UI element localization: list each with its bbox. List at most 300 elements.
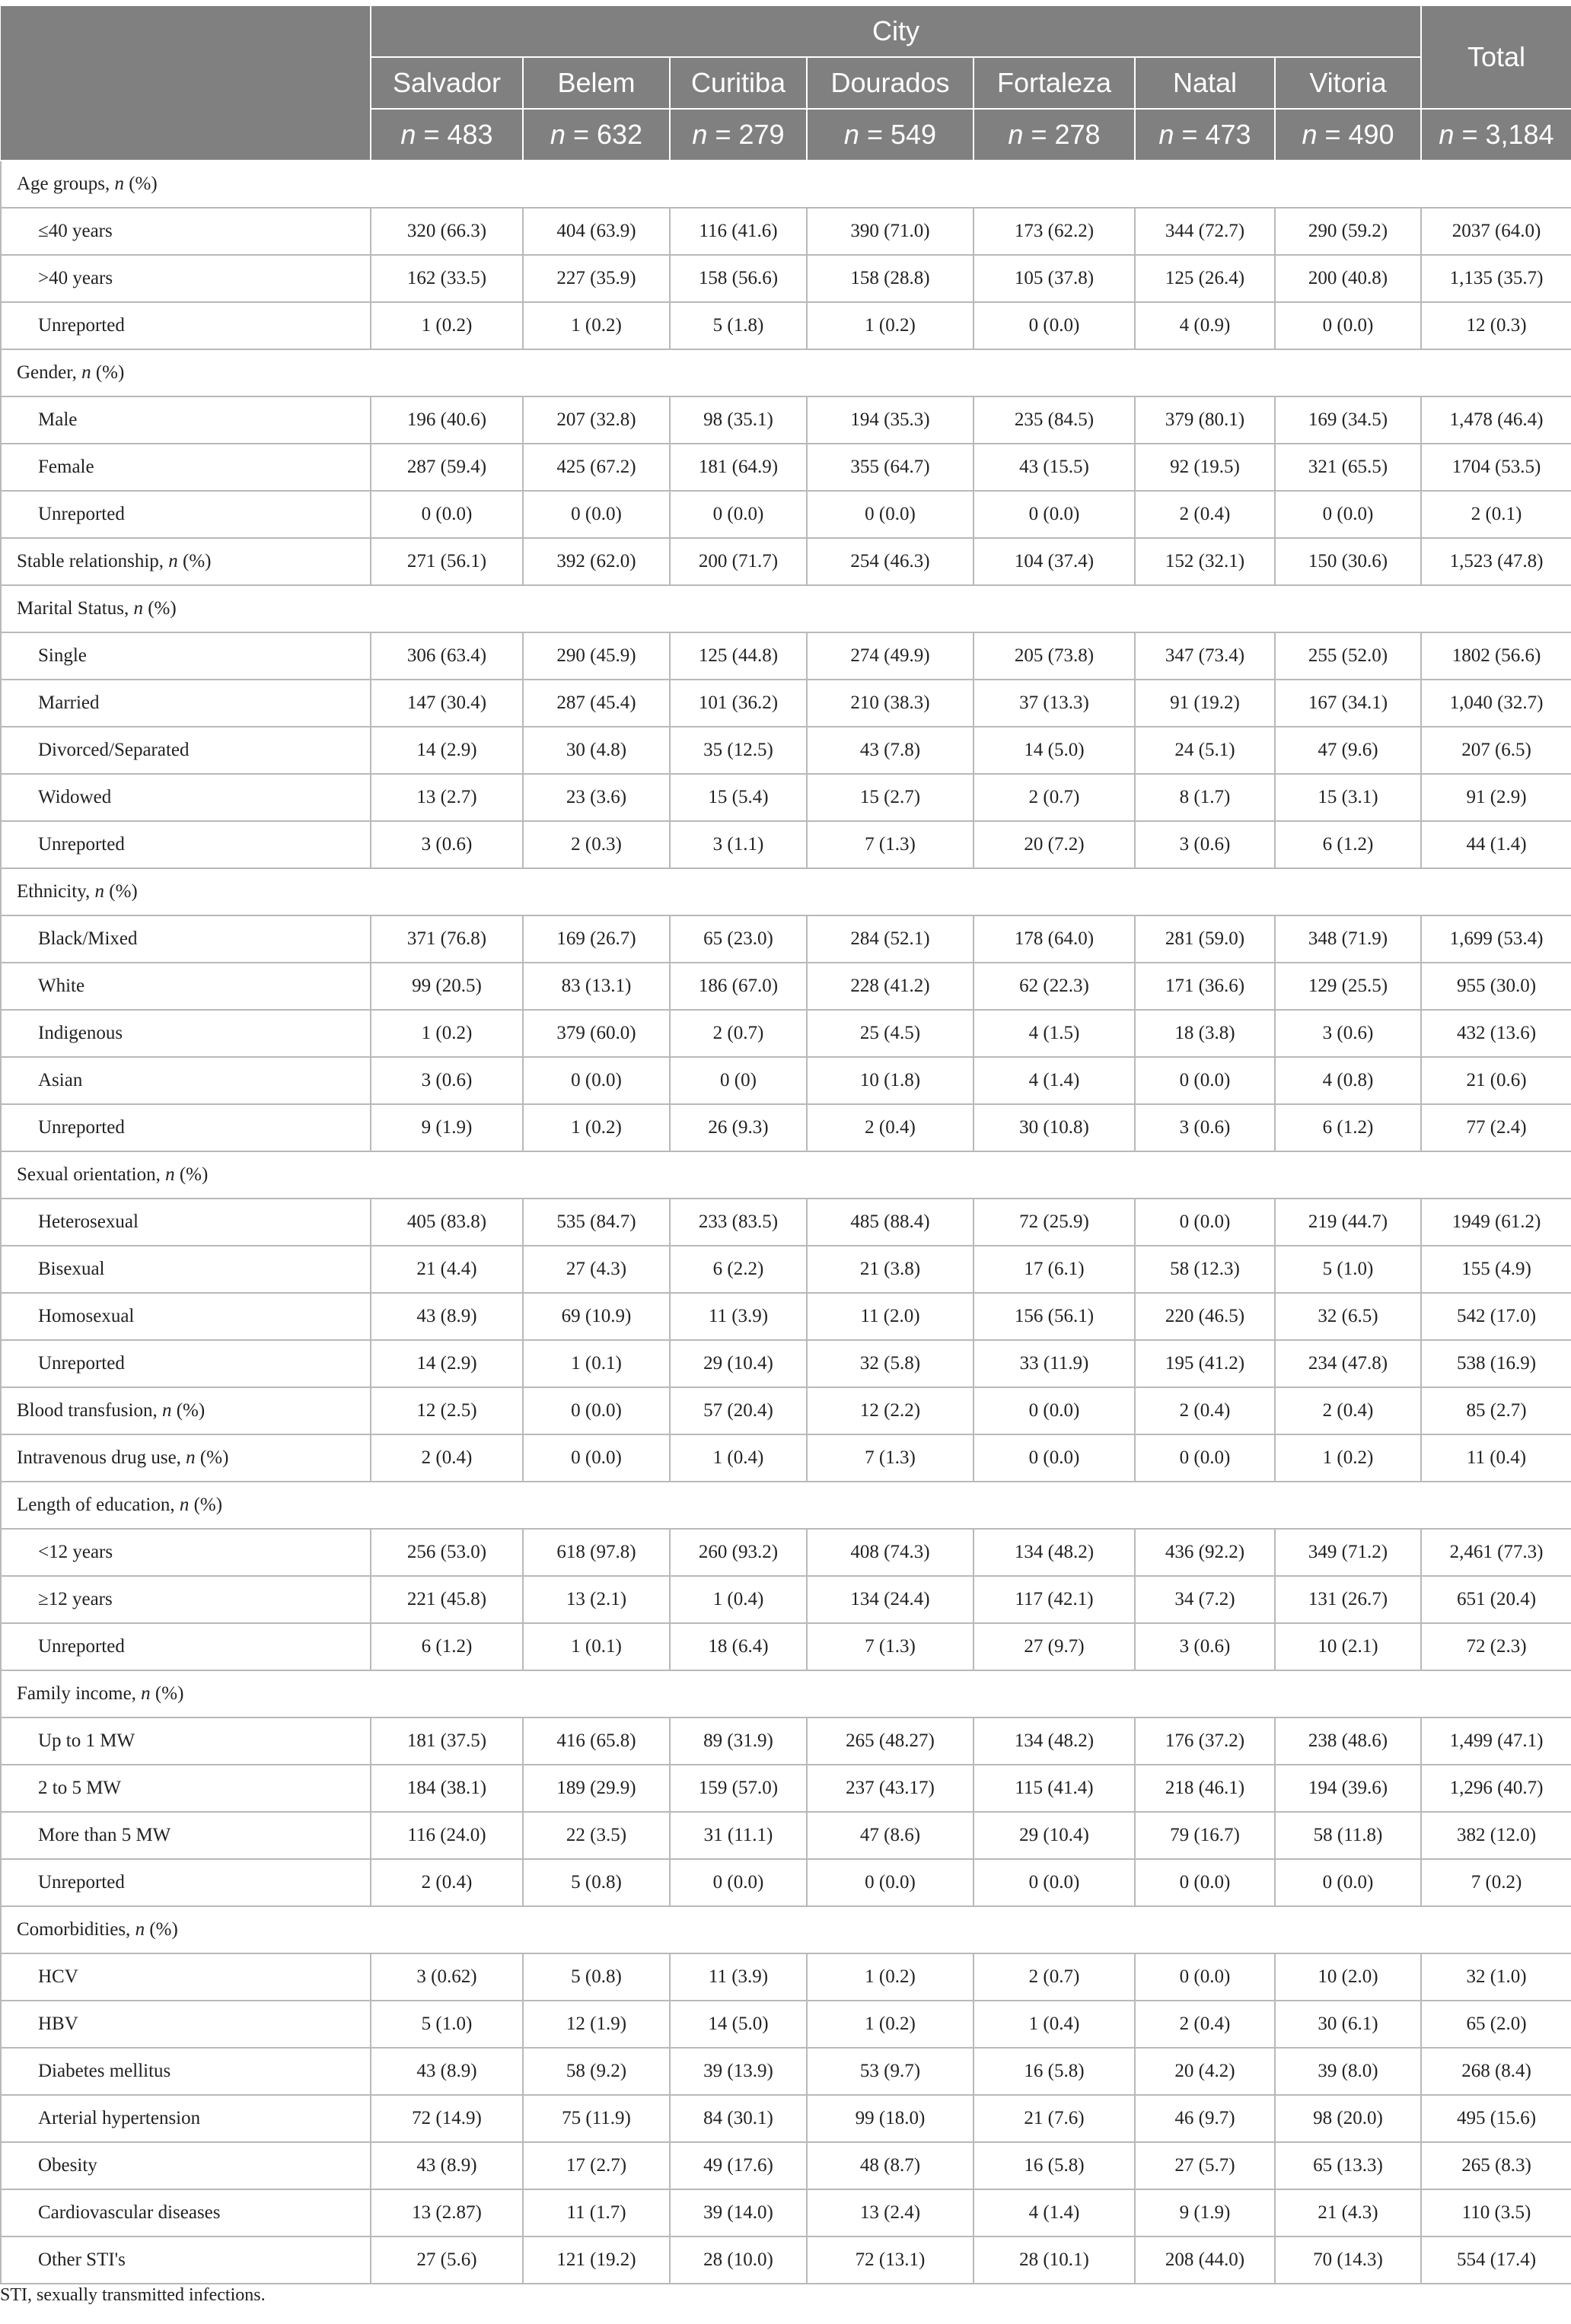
- row-label: [1, 585, 371, 632]
- n-value: = 473: [1181, 119, 1251, 150]
- header-group-row: [1, 5, 1571, 57]
- row-label: Diabetes mellitus: [1, 2048, 371, 2095]
- table-cell: 408 (74.3): [807, 1529, 974, 1576]
- row-label: Widowed: [1, 774, 371, 821]
- row-label: [1, 1482, 371, 1529]
- table-cell: 15 (3.1): [1275, 774, 1421, 821]
- section-fill: [371, 349, 1571, 396]
- table-cell: 62 (22.3): [974, 963, 1135, 1010]
- row-label-suffix: (%): [104, 881, 138, 902]
- n-value: = 549: [866, 119, 937, 150]
- table-cell: 0 (0.0): [974, 491, 1135, 538]
- row-label-text: Marital Status,: [17, 598, 134, 619]
- row-label: [1, 1434, 371, 1482]
- table-cell: 30 (4.8): [523, 727, 670, 774]
- table-cell: 0 (0.0): [1135, 1434, 1275, 1482]
- table-cell: 77 (2.4): [1421, 1104, 1571, 1151]
- demographics-table: [0, 5, 1571, 2284]
- table-cell: 347 (73.4): [1135, 632, 1275, 680]
- table-row: [1, 774, 1571, 821]
- n-symbol: n: [1158, 119, 1174, 150]
- table-cell: 371 (76.8): [371, 915, 523, 963]
- row-label-suffix: (%): [91, 362, 125, 383]
- row-label: Heterosexual: [1, 1199, 371, 1246]
- n-symbol: n: [400, 119, 416, 150]
- row-label-suffix: (%): [171, 1400, 206, 1421]
- row-label: Female: [1, 444, 371, 491]
- n-value: = 278: [1031, 119, 1101, 150]
- table-cell: 178 (64.0): [974, 915, 1135, 963]
- table-cell: 30 (10.8): [974, 1104, 1135, 1151]
- table-cell: 27 (9.7): [974, 1623, 1135, 1670]
- table-cell: 1 (0.1): [523, 1623, 670, 1670]
- row-label-text: Comorbidities,: [17, 1919, 135, 1940]
- table-cell: 91 (19.2): [1135, 680, 1275, 727]
- n-value: = 632: [572, 119, 643, 150]
- table-cell: 618 (97.8): [523, 1529, 670, 1576]
- table-cell: 219 (44.7): [1275, 1199, 1421, 1246]
- table-cell: 0 (0.0): [371, 491, 523, 538]
- table-row: [1, 538, 1571, 585]
- header-n-natal: [1135, 109, 1275, 161]
- table-cell: 72 (14.9): [371, 2095, 523, 2142]
- table-cell: 21 (3.8): [807, 1246, 974, 1293]
- table-cell: 12 (1.9): [523, 2001, 670, 2048]
- table-cell: 6 (2.2): [670, 1246, 807, 1293]
- table-cell: 10 (2.0): [1275, 1953, 1421, 2001]
- table-cell: 3 (0.6): [1135, 821, 1275, 868]
- table-cell: 4 (1.5): [974, 1010, 1135, 1057]
- table-cell: 43 (8.9): [371, 1293, 523, 1340]
- row-label-text: Stable relationship,: [17, 551, 169, 571]
- table-cell: 121 (19.2): [523, 2236, 670, 2284]
- row-label-n: n: [186, 1447, 196, 1468]
- table-cell: 195 (41.2): [1135, 1340, 1275, 1387]
- table-cell: 1 (0.2): [1275, 1434, 1421, 1482]
- header-col-natal: Natal: [1135, 57, 1275, 109]
- table-cell: 39 (13.9): [670, 2048, 807, 2095]
- table-cell: 256 (53.0): [371, 1529, 523, 1576]
- table-cell: 33 (11.9): [974, 1340, 1135, 1387]
- row-label-text: Ethnicity,: [17, 881, 95, 902]
- table-cell: 15 (5.4): [670, 774, 807, 821]
- table-cell: 12 (2.2): [807, 1387, 974, 1434]
- table-cell: 405 (83.8): [371, 1199, 523, 1246]
- row-label: HBV: [1, 2001, 371, 2048]
- table-cell: 290 (45.9): [523, 632, 670, 680]
- table-cell: 235 (84.5): [974, 396, 1135, 444]
- n-symbol: n: [1302, 119, 1318, 150]
- table-cell: 220 (46.5): [1135, 1293, 1275, 1340]
- table-cell: 134 (24.4): [807, 1576, 974, 1623]
- table-row: [1, 1859, 1571, 1906]
- table-cell: 169 (34.5): [1275, 396, 1421, 444]
- row-label: Male: [1, 396, 371, 444]
- table-cell: 26 (9.3): [670, 1104, 807, 1151]
- table-cell: 69 (10.9): [523, 1293, 670, 1340]
- table-cell: 194 (39.6): [1275, 1765, 1421, 1812]
- table-row: [1, 2142, 1571, 2189]
- header-col-belem: Belem: [523, 57, 670, 109]
- row-label-text: Intravenous drug use,: [17, 1447, 186, 1468]
- table-cell: 271 (56.1): [371, 538, 523, 585]
- row-label: [1, 1670, 371, 1718]
- table-cell: 12 (2.5): [371, 1387, 523, 1434]
- table-cell: 99 (18.0): [807, 2095, 974, 2142]
- header-n-total: [1421, 109, 1571, 161]
- table-cell: 162 (33.5): [371, 255, 523, 302]
- table-row: [1, 2001, 1571, 2048]
- table-cell: 4 (1.4): [974, 1057, 1135, 1104]
- table-cell: 0 (0.0): [523, 1057, 670, 1104]
- table-cell: 30 (6.1): [1275, 2001, 1421, 2048]
- row-label-suffix: (%): [177, 551, 212, 571]
- table-cell: 101 (36.2): [670, 680, 807, 727]
- section-row: [1, 349, 1571, 396]
- row-label: Unreported: [1, 1340, 371, 1387]
- section-fill: [371, 585, 1571, 632]
- table-row: [1, 1010, 1571, 1057]
- table-cell: 1 (0.1): [523, 1340, 670, 1387]
- table-cell: 344 (72.7): [1135, 208, 1275, 255]
- table-cell: 7 (1.3): [807, 821, 974, 868]
- n-symbol: n: [550, 119, 566, 150]
- table-row: [1, 963, 1571, 1010]
- table-cell: 17 (6.1): [974, 1246, 1135, 1293]
- table-cell: 27 (4.3): [523, 1246, 670, 1293]
- row-label-text: Age groups,: [17, 174, 115, 194]
- table-cell: 155 (4.9): [1421, 1246, 1571, 1293]
- table-cell: 189 (29.9): [523, 1765, 670, 1812]
- table-cell: 0 (0.0): [670, 491, 807, 538]
- table-cell: 0 (0.0): [1275, 1859, 1421, 1906]
- table-cell: 6 (1.2): [1275, 1104, 1421, 1151]
- table-cell: 1,478 (46.4): [1421, 396, 1571, 444]
- row-label: Indigenous: [1, 1010, 371, 1057]
- section-row: [1, 1670, 1571, 1718]
- table-cell: 0 (0.0): [1135, 1953, 1275, 2001]
- table-row: [1, 1529, 1571, 1576]
- table-cell: 171 (36.6): [1135, 963, 1275, 1010]
- table-cell: 1949 (61.2): [1421, 1199, 1571, 1246]
- table-cell: 72 (25.9): [974, 1199, 1135, 1246]
- table-cell: 9 (1.9): [371, 1104, 523, 1151]
- section-row: [1, 868, 1571, 915]
- table-row: [1, 1718, 1571, 1765]
- table-cell: 13 (2.87): [371, 2189, 523, 2236]
- row-label-n: n: [133, 598, 143, 619]
- table-cell: 47 (9.6): [1275, 727, 1421, 774]
- table-cell: 234 (47.8): [1275, 1340, 1421, 1387]
- table-cell: 320 (66.3): [371, 208, 523, 255]
- table-cell: 0 (0.0): [523, 1434, 670, 1482]
- table-cell: 46 (9.7): [1135, 2095, 1275, 2142]
- table-row: [1, 1812, 1571, 1859]
- section-row: [1, 161, 1571, 208]
- table-cell: 274 (49.9): [807, 632, 974, 680]
- n-value: = 3,184: [1461, 119, 1554, 150]
- table-row: [1, 208, 1571, 255]
- header-col-salvador: Salvador: [371, 57, 523, 109]
- row-label: Divorced/Separated: [1, 727, 371, 774]
- row-label-n: n: [135, 1919, 145, 1940]
- table-cell: 125 (26.4): [1135, 255, 1275, 302]
- table-cell: 432 (13.6): [1421, 1010, 1571, 1057]
- table-cell: 43 (15.5): [974, 444, 1135, 491]
- row-label: Obesity: [1, 2142, 371, 2189]
- table-cell: 15 (2.7): [807, 774, 974, 821]
- table-cell: 1 (0.2): [523, 302, 670, 349]
- table-cell: 65 (2.0): [1421, 2001, 1571, 2048]
- table-cell: 79 (16.7): [1135, 1812, 1275, 1859]
- header-n-salvador: [371, 109, 523, 161]
- table-row: [1, 1057, 1571, 1104]
- table-cell: 416 (65.8): [523, 1718, 670, 1765]
- section-fill: [371, 1151, 1571, 1199]
- header-n-curitiba: [670, 109, 807, 161]
- row-label-suffix: (%): [145, 1919, 178, 1940]
- section-row: [1, 1906, 1571, 1953]
- table-cell: 131 (26.7): [1275, 1576, 1421, 1623]
- table-cell: 1802 (56.6): [1421, 632, 1571, 680]
- row-label-suffix: (%): [150, 1683, 184, 1704]
- n-value: = 490: [1324, 119, 1394, 150]
- row-label: >40 years: [1, 255, 371, 302]
- table-cell: 0 (0.0): [1135, 1199, 1275, 1246]
- table-cell: 152 (32.1): [1135, 538, 1275, 585]
- header-n-belem: [523, 109, 670, 161]
- table-cell: 125 (44.8): [670, 632, 807, 680]
- table-row: [1, 1576, 1571, 1623]
- table-row: [1, 1340, 1571, 1387]
- table-cell: 4 (0.8): [1275, 1057, 1421, 1104]
- table-cell: 535 (84.7): [523, 1199, 670, 1246]
- table-cell: 0 (0): [670, 1057, 807, 1104]
- row-label-text: Family income,: [17, 1683, 142, 1704]
- table-cell: 255 (52.0): [1275, 632, 1421, 680]
- table-cell: 228 (41.2): [807, 963, 974, 1010]
- table-cell: 321 (65.5): [1275, 444, 1421, 491]
- table-cell: 129 (25.5): [1275, 963, 1421, 1010]
- table-cell: 542 (17.0): [1421, 1293, 1571, 1340]
- row-label: White: [1, 963, 371, 1010]
- table-cell: 348 (71.9): [1275, 915, 1421, 963]
- table-row: [1, 1199, 1571, 1246]
- table-cell: 28 (10.1): [974, 2236, 1135, 2284]
- table-footnote: STI, sexually transmitted infections.: [0, 2285, 266, 2305]
- table-cell: 0 (0.0): [974, 1859, 1135, 1906]
- row-label: HCV: [1, 1953, 371, 2001]
- table-cell: 3 (0.6): [371, 821, 523, 868]
- table-cell: 13 (2.1): [523, 1576, 670, 1623]
- table-cell: 238 (48.6): [1275, 1718, 1421, 1765]
- table-row: [1, 396, 1571, 444]
- row-label: Bisexual: [1, 1246, 371, 1293]
- table-cell: 0 (0.0): [523, 1387, 670, 1434]
- table-cell: 651 (20.4): [1421, 1576, 1571, 1623]
- header-n-dourados: [807, 109, 974, 161]
- row-label: [1, 1151, 371, 1199]
- table-cell: 117 (42.1): [974, 1576, 1135, 1623]
- row-label-n: n: [141, 1683, 151, 1704]
- table-cell: 10 (1.8): [807, 1057, 974, 1104]
- table-cell: 436 (92.2): [1135, 1529, 1275, 1576]
- table-cell: 116 (24.0): [371, 1812, 523, 1859]
- n-symbol: n: [1008, 119, 1024, 150]
- table-cell: 2 (0.4): [1135, 1387, 1275, 1434]
- table-cell: 200 (40.8): [1275, 255, 1421, 302]
- table-cell: 70 (14.3): [1275, 2236, 1421, 2284]
- table-cell: 2 (0.4): [1135, 491, 1275, 538]
- table-cell: 173 (62.2): [974, 208, 1135, 255]
- table-cell: 268 (8.4): [1421, 2048, 1571, 2095]
- n-symbol: n: [1439, 119, 1455, 150]
- row-label-n: n: [81, 362, 91, 383]
- table-cell: 0 (0.0): [807, 491, 974, 538]
- row-label-text: Length of education,: [17, 1495, 180, 1515]
- table-cell: 53 (9.7): [807, 2048, 974, 2095]
- table-cell: 147 (30.4): [371, 680, 523, 727]
- row-label-suffix: (%): [174, 1164, 209, 1185]
- section-fill: [371, 1906, 1571, 1953]
- table-row: [1, 255, 1571, 302]
- table-cell: 0 (0.0): [1135, 1859, 1275, 1906]
- row-label: Unreported: [1, 821, 371, 868]
- table-cell: 281 (59.0): [1135, 915, 1275, 963]
- table-cell: 2037 (64.0): [1421, 208, 1571, 255]
- table-row: [1, 444, 1571, 491]
- table-cell: 404 (63.9): [523, 208, 670, 255]
- table-cell: 37 (13.3): [974, 680, 1135, 727]
- table-cell: 31 (11.1): [670, 1812, 807, 1859]
- table-cell: 1,699 (53.4): [1421, 915, 1571, 963]
- table-cell: 85 (2.7): [1421, 1387, 1571, 1434]
- table-cell: 16 (5.8): [974, 2048, 1135, 2095]
- table-cell: 390 (71.0): [807, 208, 974, 255]
- table-cell: 105 (37.8): [974, 255, 1135, 302]
- table-cell: 110 (3.5): [1421, 2189, 1571, 2236]
- table-cell: 265 (8.3): [1421, 2142, 1571, 2189]
- table-cell: 1,296 (40.7): [1421, 1765, 1571, 1812]
- table-cell: 0 (0.0): [974, 302, 1135, 349]
- table-cell: 233 (83.5): [670, 1199, 807, 1246]
- table-cell: 425 (67.2): [523, 444, 670, 491]
- table-cell: 554 (17.4): [1421, 2236, 1571, 2284]
- row-label-suffix: (%): [195, 1447, 229, 1468]
- table-cell: 176 (37.2): [1135, 1718, 1275, 1765]
- row-label: More than 5 MW: [1, 1812, 371, 1859]
- table-cell: 10 (2.1): [1275, 1623, 1421, 1670]
- table-cell: 1 (0.2): [523, 1104, 670, 1151]
- table-row: [1, 1623, 1571, 1670]
- row-label-n: n: [179, 1495, 190, 1515]
- table-cell: 58 (11.8): [1275, 1812, 1421, 1859]
- table-cell: 181 (37.5): [371, 1718, 523, 1765]
- table-cell: 115 (41.4): [974, 1765, 1135, 1812]
- row-label: [1, 538, 371, 585]
- table-cell: 17 (2.7): [523, 2142, 670, 2189]
- table-cell: 181 (64.9): [670, 444, 807, 491]
- row-label-suffix: (%): [142, 598, 177, 619]
- table-cell: 28 (10.0): [670, 2236, 807, 2284]
- table-cell: 2 (0.1): [1421, 491, 1571, 538]
- table-cell: 194 (35.3): [807, 396, 974, 444]
- row-label: Unreported: [1, 1623, 371, 1670]
- row-label: Black/Mixed: [1, 915, 371, 963]
- table-cell: 14 (2.9): [371, 1340, 523, 1387]
- table-cell: 4 (1.4): [974, 2189, 1135, 2236]
- table-row: [1, 2095, 1571, 2142]
- table-header: [1, 5, 1571, 161]
- table-cell: 58 (9.2): [523, 2048, 670, 2095]
- table-cell: 379 (60.0): [523, 1010, 670, 1057]
- header-total-top: Total: [1421, 5, 1571, 109]
- table-cell: 227 (35.9): [523, 255, 670, 302]
- table-cell: 65 (13.3): [1275, 2142, 1421, 2189]
- header-col-dourados: Dourados: [807, 57, 974, 109]
- table-cell: 0 (0.0): [974, 1434, 1135, 1482]
- row-label: Unreported: [1, 1104, 371, 1151]
- table-cell: 159 (57.0): [670, 1765, 807, 1812]
- section-fill: [371, 1482, 1571, 1529]
- table-cell: 5 (1.0): [1275, 1246, 1421, 1293]
- row-label: Unreported: [1, 302, 371, 349]
- table-cell: 0 (0.0): [807, 1859, 974, 1906]
- table-container: [0, 5, 1571, 2284]
- table-cell: 83 (13.1): [523, 963, 670, 1010]
- table-cell: 306 (63.4): [371, 632, 523, 680]
- row-label-n: n: [94, 881, 105, 902]
- row-label: [1, 161, 371, 208]
- table-cell: 47 (8.6): [807, 1812, 974, 1859]
- row-label: ≥12 years: [1, 1576, 371, 1623]
- table-cell: 210 (38.3): [807, 680, 974, 727]
- table-cell: 5 (1.8): [670, 302, 807, 349]
- row-label: [1, 1906, 371, 1953]
- table-cell: 92 (19.5): [1135, 444, 1275, 491]
- table-cell: 237 (43.17): [807, 1765, 974, 1812]
- table-cell: 6 (1.2): [371, 1623, 523, 1670]
- table-cell: 11 (1.7): [523, 2189, 670, 2236]
- header-corner-cell: [1, 5, 371, 161]
- table-cell: 485 (88.4): [807, 1199, 974, 1246]
- table-cell: 91 (2.9): [1421, 774, 1571, 821]
- table-cell: 6 (1.2): [1275, 821, 1421, 868]
- table-cell: 44 (1.4): [1421, 821, 1571, 868]
- table-cell: 39 (14.0): [670, 2189, 807, 2236]
- table-row: [1, 2048, 1571, 2095]
- table-cell: 2 (0.3): [523, 821, 670, 868]
- table-cell: 13 (2.4): [807, 2189, 974, 2236]
- table-cell: 13 (2.7): [371, 774, 523, 821]
- table-cell: 134 (48.2): [974, 1718, 1135, 1765]
- table-cell: 254 (46.3): [807, 538, 974, 585]
- row-label: [1, 1387, 371, 1434]
- table-cell: 538 (16.9): [1421, 1340, 1571, 1387]
- table-cell: 1,523 (47.8): [1421, 538, 1571, 585]
- table-cell: 11 (3.9): [670, 1293, 807, 1340]
- table-cell: 72 (13.1): [807, 2236, 974, 2284]
- section-row: [1, 1482, 1571, 1529]
- table-cell: 2 (0.4): [1275, 1387, 1421, 1434]
- row-label: Up to 1 MW: [1, 1718, 371, 1765]
- table-cell: 196 (40.6): [371, 396, 523, 444]
- table-row: [1, 1387, 1571, 1434]
- table-row: [1, 632, 1571, 680]
- table-cell: 43 (8.9): [371, 2048, 523, 2095]
- row-label: <12 years: [1, 1529, 371, 1576]
- table-row: [1, 821, 1571, 868]
